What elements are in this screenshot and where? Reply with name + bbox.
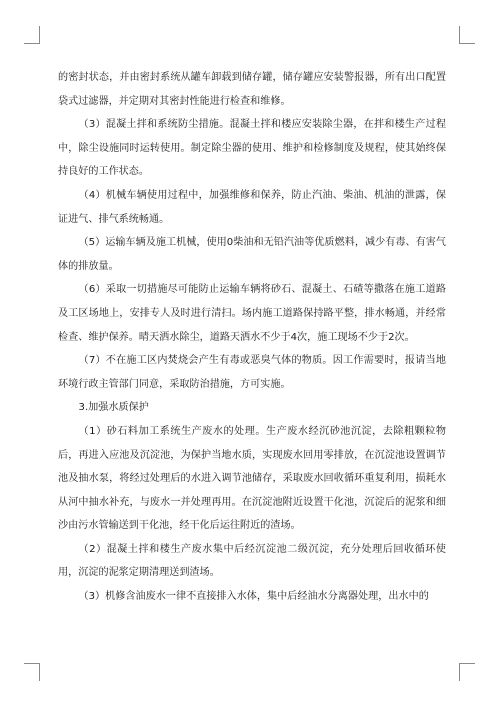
paragraph-5: （6）采取一切措施尽可能防止运输车辆将砂石、混凝土、石碴等撒落在施工道路及工区场地上，安排专人及时进行清扫。场内施工道路保持路平整，排水畅通，并经常检查、维护保养。晴天洒水除尘，道路天洒水不少于4次，施工现场不少于2次。	[58, 284, 446, 343]
crop-mark-top-right-v	[459, 26, 460, 44]
paragraph-7: （1）砂石料加工系统生产废水的处理。生产废水经沉砂池沉淀，去除粗颗粒物后，再进入应池及沉淀池，为保护当地水质，实现废水回用零排放，在沉淀池设置调节池及抽水泵，将经过处理后的水进入调节池储存，采取废水回收循环重复利用，损耗水从河中抽水补充，与废水一并处理再用。在沉淀池附近设置干化池，沉淀后的泥浆和细沙由污水管输送到干化池，经干化后运往附近的渣场。	[58, 425, 446, 532]
document-body	[58, 66, 446, 609]
section-heading: 3.加强水质保护	[78, 402, 149, 414]
paragraph-9: （3）机修含油废水一律不直接排入水体，集中后经油水分离器处理，出水中的	[78, 591, 429, 603]
crop-mark-top-right-h	[459, 43, 475, 44]
crop-mark-bottom-right-v	[459, 663, 460, 681]
paragraph-6: （7）不在施工区内焚烧会产生有毒或恶臭气体的物质。因工作需要时，报请当地环境行政主管部门同意，采取防治措施，方可实施。	[58, 355, 446, 390]
crop-mark-bottom-right-h	[459, 663, 475, 664]
paragraph-1: 的密封状态，并由密封系统从罐车卸载到储存罐，储存罐应安装警报器，所有出口配置袋式过滤器，并定期对其密封性能进行检查和维修。	[58, 72, 446, 107]
crop-mark-bottom-left-h	[24, 663, 40, 664]
paragraph-2: （3）混凝土拌和系统防尘措施。混凝土拌和楼应安装除尘器，在拌和楼生产过程中，除尘设施同时运转使用。制定除尘器的使用、维护和检修制度及规程，使其始终保持良好的工作状态。	[58, 119, 446, 178]
paragraph-8: （2）混凝土拌和楼生产废水集中后经沉淀池二级沉淀，充分处理后回收循环使用，沉淀的泥浆定期清理送到渣场。	[58, 543, 446, 579]
crop-mark-top-left-v	[39, 26, 40, 44]
crop-mark-bottom-left-v	[39, 663, 40, 681]
crop-mark-top-left-h	[24, 43, 40, 44]
paragraph-3: （4）机械车辆使用过程中，加强维修和保养，防止汽油、柴油、机油的泄露，保证进气、排气系统畅通。	[58, 189, 446, 225]
paragraph-4: （5）运输车辆及施工机械，使用0柴油和无铅汽油等优质燃料，减少有毒、有害气体的排放量。	[58, 237, 446, 272]
